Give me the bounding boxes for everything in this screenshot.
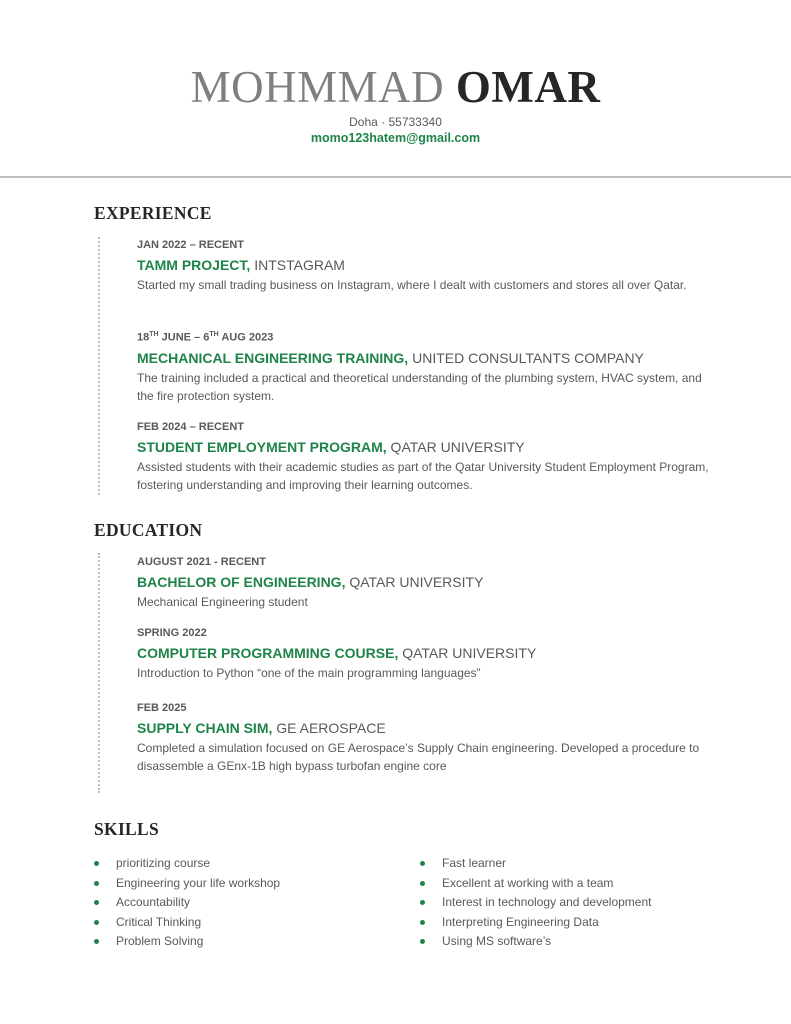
- bullet-icon: [420, 939, 425, 944]
- skills-heading: SKILLS: [94, 819, 160, 839]
- contact-line: Doha · 55733340: [349, 115, 442, 129]
- last-name: OMAR: [455, 62, 601, 112]
- entry-org: GE AEROSPACE: [272, 720, 386, 736]
- bullet-icon: [94, 920, 99, 925]
- entry-role: COMPUTER PROGRAMMING COURSE,: [137, 645, 399, 661]
- entry-description: Introduction to Python “one of the main programming languages”: [137, 666, 481, 680]
- entry-date: AUGUST 2021 - RECENT: [137, 556, 266, 568]
- bullet-icon: [420, 900, 425, 905]
- skill-item: Interest in technology and development: [420, 893, 651, 913]
- entry-date: FEB 2025: [137, 702, 187, 714]
- entry-date: FEB 2024 – RECENT: [137, 421, 244, 433]
- skill-item: Using MS software’s: [420, 932, 651, 952]
- experience-heading: EXPERIENCE: [94, 203, 212, 223]
- email-link[interactable]: momo123hatem@gmail.com: [310, 131, 481, 145]
- resume-header: [0, 60, 791, 147]
- entry-role: MECHANICAL ENGINEERING TRAINING,: [137, 349, 409, 366]
- entry-role: STUDENT EMPLOYMENT PROGRAM,: [137, 439, 387, 455]
- bullet-icon: [94, 939, 99, 944]
- experience-entry: [137, 238, 717, 294]
- entry-role: SUPPLY CHAIN SIM,: [137, 720, 273, 736]
- entry-title: [137, 348, 717, 368]
- entry-org: QATAR UNIVERSITY: [345, 574, 484, 590]
- entry-title: [137, 643, 717, 663]
- bullet-icon: [420, 881, 425, 886]
- education-entry: [137, 555, 717, 611]
- skills-right-list: [420, 854, 651, 952]
- first-name: MOHMMAD: [190, 62, 445, 112]
- bullet-icon: [420, 861, 425, 866]
- entry-date: JAN 2022 – RECENT: [137, 239, 244, 251]
- skill-item: Engineering your life workshop: [94, 874, 280, 894]
- header-divider: [0, 176, 791, 178]
- entry-role: TAMM PROJECT,: [137, 257, 251, 273]
- skill-item: Fast learner: [420, 854, 651, 874]
- entry-title: [137, 572, 717, 592]
- entry-description: Assisted students with their academic studies as part of the Qatar University Student Employment Program, fostering understanding and improving their learning outcomes.: [137, 460, 709, 492]
- entry-date: SPRING 2022: [137, 627, 207, 639]
- skill-item: Critical Thinking: [94, 913, 280, 933]
- skill-item: Excellent at working with a team: [420, 874, 651, 894]
- bullet-icon: [94, 861, 99, 866]
- education-entry: [137, 701, 717, 775]
- skill-item: Accountability: [94, 893, 280, 913]
- full-name: [0, 60, 791, 114]
- entry-org: INTSTAGRAM: [250, 257, 345, 273]
- entry-description: The training included a practical and theoretical understanding of the plumbing system, HVAC system, and the fire protection system.: [137, 370, 702, 403]
- entry-title: [137, 718, 717, 738]
- skill-item: Interpreting Engineering Data: [420, 913, 651, 933]
- entry-date: 18TH JUNE – 6TH AUG 2023: [137, 331, 274, 344]
- education-entry: [137, 626, 717, 682]
- entry-title: [137, 437, 717, 457]
- entry-org: QATAR UNIVERSITY: [398, 645, 537, 661]
- bullet-icon: [420, 920, 425, 925]
- entry-description: Completed a simulation focused on GE Aerospace’s Supply Chain engineering. Developed a procedure to disassemble a GEnx-1B high bypass turbofan engine core: [137, 741, 700, 773]
- education-timeline: [98, 553, 100, 793]
- entry-title: [137, 255, 717, 275]
- entry-role: BACHELOR OF ENGINEERING,: [137, 574, 346, 590]
- entry-org: QATAR UNIVERSITY: [386, 439, 525, 455]
- skill-item: prioritizing course: [94, 854, 280, 874]
- experience-entry: [137, 420, 717, 494]
- education-heading: EDUCATION: [94, 520, 203, 540]
- bullet-icon: [94, 900, 99, 905]
- entry-org: UNITED CONSULTANTS COMPANY: [408, 349, 644, 366]
- skill-item: Problem Solving: [94, 932, 280, 952]
- entry-description: Mechanical Engineering student: [137, 595, 308, 609]
- experience-entry: [137, 327, 717, 405]
- bullet-icon: [94, 881, 99, 886]
- skills-left-list: [94, 854, 280, 952]
- entry-description: Started my small trading business on Instagram, where I dealt with customers and stores all over Qatar.: [137, 278, 687, 292]
- experience-timeline: [98, 237, 100, 495]
